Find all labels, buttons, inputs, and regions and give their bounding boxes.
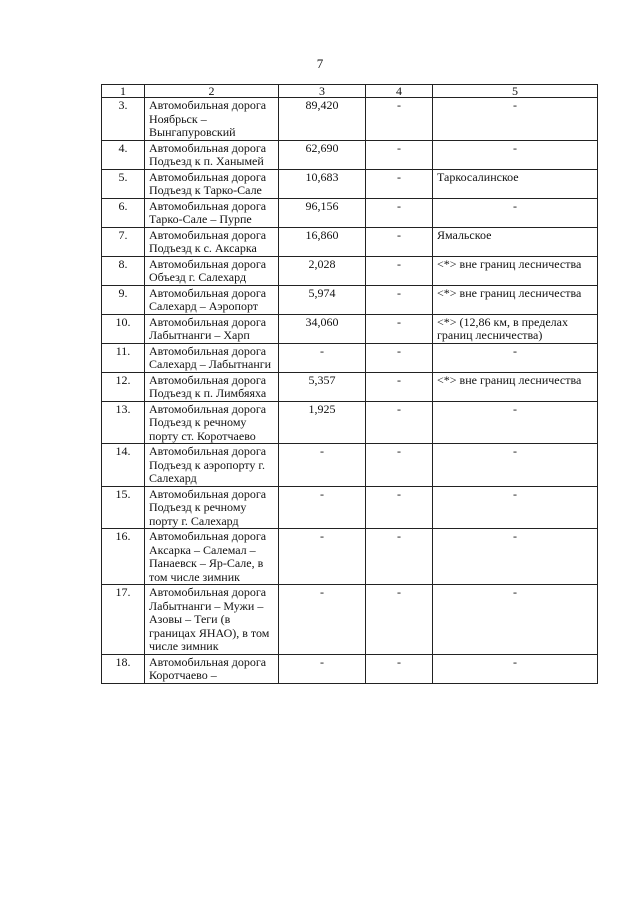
forestry-note: - xyxy=(433,198,598,227)
row-number: 11. xyxy=(102,343,145,372)
table-body xyxy=(102,98,598,684)
row-number: 5. xyxy=(102,169,145,198)
table-row xyxy=(102,256,598,285)
col-header-3: 3 xyxy=(279,85,366,98)
road-name: Автомобильная дорога Подъезд к п. Ханымей xyxy=(145,140,279,169)
row-number: 10. xyxy=(102,314,145,343)
col-header-1: 1 xyxy=(102,85,145,98)
table-row xyxy=(102,343,598,372)
row-number: 17. xyxy=(102,585,145,655)
forestry-note: - xyxy=(433,140,598,169)
road-name: Автомобильная дорога Объезд г. Салехард xyxy=(145,256,279,285)
table-row xyxy=(102,140,598,169)
table-row xyxy=(102,198,598,227)
table-row xyxy=(102,169,598,198)
col-4-value: - xyxy=(366,486,433,529)
road-name: Автомобильная дорога Лабытнанги – Мужи – Азовы – Теги (в границах ЯНАО), в том числе зимник xyxy=(145,585,279,655)
forestry-note: - xyxy=(433,401,598,444)
row-number: 15. xyxy=(102,486,145,529)
row-number: 14. xyxy=(102,444,145,487)
road-length: - xyxy=(279,343,366,372)
col-4-value: - xyxy=(366,169,433,198)
col-4-value: - xyxy=(366,585,433,655)
road-table xyxy=(101,84,598,684)
forestry-note: - xyxy=(433,585,598,655)
forestry-note: - xyxy=(433,343,598,372)
road-length: 96,156 xyxy=(279,198,366,227)
col-header-5: 5 xyxy=(433,85,598,98)
table-row xyxy=(102,585,598,655)
forestry-note: <*> вне границ лесничества xyxy=(433,372,598,401)
col-header-2: 2 xyxy=(145,85,279,98)
road-name: Автомобильная дорога Подъезд к с. Аксарка xyxy=(145,227,279,256)
road-name: Автомобильная дорога Тарко-Сале – Пурпе xyxy=(145,198,279,227)
road-length: 34,060 xyxy=(279,314,366,343)
col-4-value: - xyxy=(366,314,433,343)
road-name: Автомобильная дорога Салехард – Аэропорт xyxy=(145,285,279,314)
forestry-note: - xyxy=(433,654,598,683)
col-4-value: - xyxy=(366,198,433,227)
row-number: 8. xyxy=(102,256,145,285)
forestry-note: - xyxy=(433,486,598,529)
road-length: 5,974 xyxy=(279,285,366,314)
forestry-note: <*> (12,86 км, в пределах границ лесничества) xyxy=(433,314,598,343)
row-number: 9. xyxy=(102,285,145,314)
col-4-value: - xyxy=(366,256,433,285)
table-row xyxy=(102,654,598,683)
forestry-note: - xyxy=(433,444,598,487)
col-header-4: 4 xyxy=(366,85,433,98)
col-4-value: - xyxy=(366,343,433,372)
col-4-value: - xyxy=(366,227,433,256)
table-row xyxy=(102,372,598,401)
col-4-value: - xyxy=(366,401,433,444)
road-name: Автомобильная дорога Лабытнанги – Харп xyxy=(145,314,279,343)
row-number: 16. xyxy=(102,529,145,585)
table-row xyxy=(102,529,598,585)
forestry-note: - xyxy=(433,529,598,585)
road-length: 5,357 xyxy=(279,372,366,401)
road-name: Автомобильная дорога Салехард – Лабытнанги xyxy=(145,343,279,372)
road-length: - xyxy=(279,444,366,487)
table-row xyxy=(102,486,598,529)
forestry-note: - xyxy=(433,98,598,141)
table-row xyxy=(102,227,598,256)
road-length: - xyxy=(279,486,366,529)
row-number: 13. xyxy=(102,401,145,444)
road-name: Автомобильная дорога Ноябрьск – Вынгапуровский xyxy=(145,98,279,141)
road-length: 89,420 xyxy=(279,98,366,141)
forestry-note: Ямальское xyxy=(433,227,598,256)
forestry-note: <*> вне границ лесничества xyxy=(433,285,598,314)
table-header-row xyxy=(102,85,598,98)
col-4-value: - xyxy=(366,98,433,141)
row-number: 12. xyxy=(102,372,145,401)
page-number: 7 xyxy=(316,56,324,71)
table-row xyxy=(102,444,598,487)
road-length: 16,860 xyxy=(279,227,366,256)
col-4-value: - xyxy=(366,140,433,169)
road-length: 10,683 xyxy=(279,169,366,198)
table-row xyxy=(102,401,598,444)
col-4-value: - xyxy=(366,654,433,683)
forestry-note: Таркосалинское xyxy=(433,169,598,198)
row-number: 18. xyxy=(102,654,145,683)
row-number: 3. xyxy=(102,98,145,141)
road-name: Автомобильная дорога Коротчаево – xyxy=(145,654,279,683)
road-name: Автомобильная дорога Аксарка – Салемал – Панаевск – Яр-Сале, в том числе зимник xyxy=(145,529,279,585)
table-row xyxy=(102,98,598,141)
road-length: - xyxy=(279,585,366,655)
road-length: 1,925 xyxy=(279,401,366,444)
table-row xyxy=(102,285,598,314)
row-number: 4. xyxy=(102,140,145,169)
col-4-value: - xyxy=(366,372,433,401)
forestry-note: <*> вне границ лесничества xyxy=(433,256,598,285)
road-length: - xyxy=(279,654,366,683)
col-4-value: - xyxy=(366,529,433,585)
road-length: - xyxy=(279,529,366,585)
col-4-value: - xyxy=(366,285,433,314)
col-4-value: - xyxy=(366,444,433,487)
road-name: Автомобильная дорога Подъезд к речному порту ст. Коротчаево xyxy=(145,401,279,444)
row-number: 7. xyxy=(102,227,145,256)
road-length: 62,690 xyxy=(279,140,366,169)
road-name: Автомобильная дорога Подъезд к п. Лимбяяха xyxy=(145,372,279,401)
road-length: 2,028 xyxy=(279,256,366,285)
road-name: Автомобильная дорога Подъезд к речному порту г. Салехард xyxy=(145,486,279,529)
road-name: Автомобильная дорога Подъезд к аэропорту г. Салехард xyxy=(145,444,279,487)
row-number: 6. xyxy=(102,198,145,227)
road-name: Автомобильная дорога Подъезд к Тарко-Сале xyxy=(145,169,279,198)
table-row xyxy=(102,314,598,343)
